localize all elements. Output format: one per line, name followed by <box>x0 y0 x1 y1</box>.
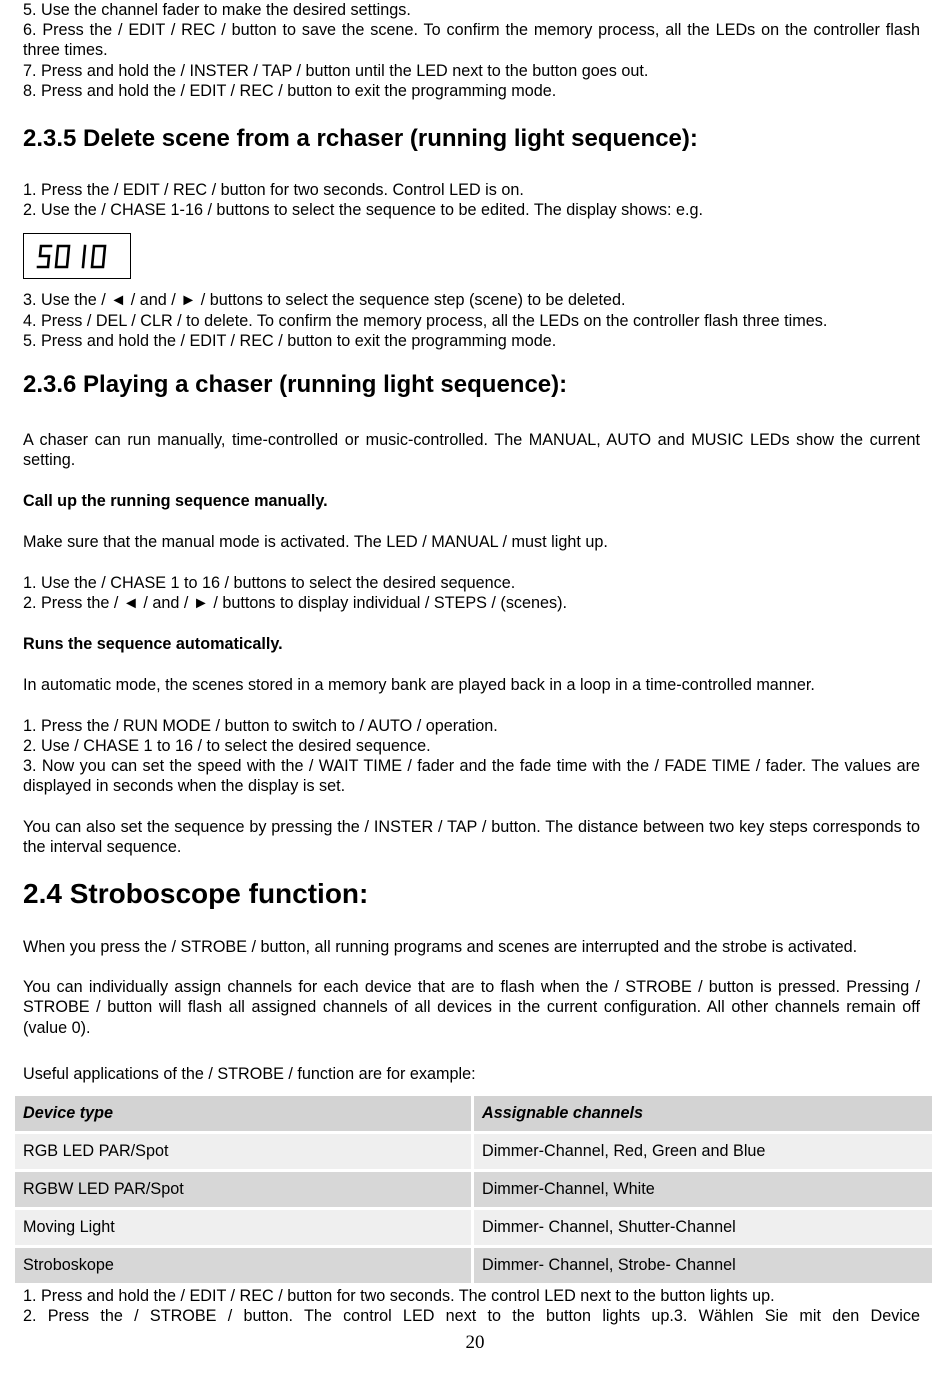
auto-step-3: 3. Now you can set the speed with the / WAIT TIME / fader and the fade time with the / FADE TIME / fader. The values are displayed in seconds when the display is set. <box>23 757 920 796</box>
auto-text: In automatic mode, the scenes stored in a memory bank are played back in a loop in a time-controlled manner. <box>23 676 815 694</box>
auto-step-1: 1. Press the / RUN MODE / button to switch to / AUTO / operation. <box>23 717 498 735</box>
table-cell: RGB LED PAR/Spot <box>15 1134 471 1169</box>
s236-intro: A chaser can run manually, time-controlled or music-controlled. The MANUAL, AUTO and MUSIC LEDs show the current setting. <box>23 431 920 470</box>
page-number: 20 <box>465 1332 485 1353</box>
table-cell: Dimmer- Channel, Strobe- Channel <box>474 1248 932 1283</box>
section-2-4-heading: 2.4 Stroboscope function: <box>23 878 369 909</box>
s235-step-2: 2. Use the / CHASE 1-16 / buttons to select the sequence to be edited. The display shows: e.g. <box>23 201 703 219</box>
table-header-device-type: Device type <box>15 1096 471 1131</box>
lcd-display-value <box>24 234 25 235</box>
auto-subheading: Runs the sequence automatically. <box>23 635 283 653</box>
table-row <box>15 1210 932 1245</box>
table-cell: Dimmer-Channel, White <box>474 1172 932 1207</box>
strobe-useful-text: Useful applications of the / STROBE / function are for example: <box>23 1065 476 1083</box>
section-2-3-6-heading: 2.3.6 Playing a chaser (running light sequence): <box>23 371 568 398</box>
strobe-para-2: You can individually assign channels for each device that are to flash when the / STROBE / button is pressed. Pressing / STROBE / button will flash all assigned channels of all devices in the current configuration. All other channels remain off (value 0). <box>23 978 920 1037</box>
table-row <box>15 1134 932 1169</box>
table-header-assignable-channels: Assignable channels <box>474 1096 932 1131</box>
step-7-line: 7. Press and hold the / INSTER / TAP / button until the LED next to the button goes out. <box>23 62 649 80</box>
step-8-line: 8. Press and hold the / EDIT / REC / button to exit the programming mode. <box>23 82 557 100</box>
lcd-display-example <box>23 233 131 279</box>
manual-text: Make sure that the manual mode is activated. The LED / MANUAL / must light up. <box>23 533 608 551</box>
s235-step-3: 3. Use the / ◄ / and / ► / buttons to select the sequence step (scene) to be deleted. <box>23 291 626 309</box>
table-cell: Moving Light <box>15 1210 471 1245</box>
step-5-line: 5. Use the channel fader to make the desired settings. <box>23 1 411 19</box>
manual-step-1: 1. Use the / CHASE 1 to 16 / buttons to select the desired sequence. <box>23 574 516 592</box>
s235-step-5: 5. Press and hold the / EDIT / REC / button to exit the programming mode. <box>23 332 557 350</box>
section-2-3-5-heading: 2.3.5 Delete scene from a rchaser (running light sequence): <box>23 125 698 152</box>
manual-subheading: Call up the running sequence manually. <box>23 492 328 510</box>
table-cell: RGBW LED PAR/Spot <box>15 1172 471 1207</box>
step-6-line: 6. Press the / EDIT / REC / button to save the scene. To confirm the memory process, all the LEDs on the controller flash three times. <box>23 21 920 60</box>
table-cell: Dimmer-Channel, Red, Green and Blue <box>474 1134 932 1169</box>
strobe-para-1: When you press the / STROBE / button, all running programs and scenes are interrupted and the strobe is activated. <box>23 938 858 956</box>
table-header-row <box>15 1096 932 1131</box>
table-cell: Stroboskope <box>15 1248 471 1283</box>
seven-segment-digits <box>36 244 116 270</box>
strobe-step-1: 1. Press and hold the / EDIT / REC / button for two seconds. The control LED next to the button lights up. <box>23 1287 775 1305</box>
strobe-step-2: 2. Press the / STROBE / button. The control LED next to the button lights up.3. Wählen Sie mit den Device <box>23 1307 920 1325</box>
tap-text: You can also set the sequence by pressing the / INSTER / TAP / button. The distance between two key steps corresponds to the interval sequence. <box>23 818 920 857</box>
strobe-channels-table <box>12 1093 935 1286</box>
table-row <box>15 1172 932 1207</box>
s235-step-4: 4. Press / DEL / CLR / to delete. To confirm the memory process, all the LEDs on the controller flash three times. <box>23 312 828 330</box>
table-row <box>15 1248 932 1283</box>
auto-step-2: 2. Use / CHASE 1 to 16 / to select the desired sequence. <box>23 737 431 755</box>
manual-step-2: 2. Press the / ◄ / and / ► / buttons to display individual / STEPS / (scenes). <box>23 594 567 612</box>
s235-step-1: 1. Press the / EDIT / REC / button for two seconds. Control LED is on. <box>23 181 524 199</box>
table-cell: Dimmer- Channel, Shutter-Channel <box>474 1210 932 1245</box>
